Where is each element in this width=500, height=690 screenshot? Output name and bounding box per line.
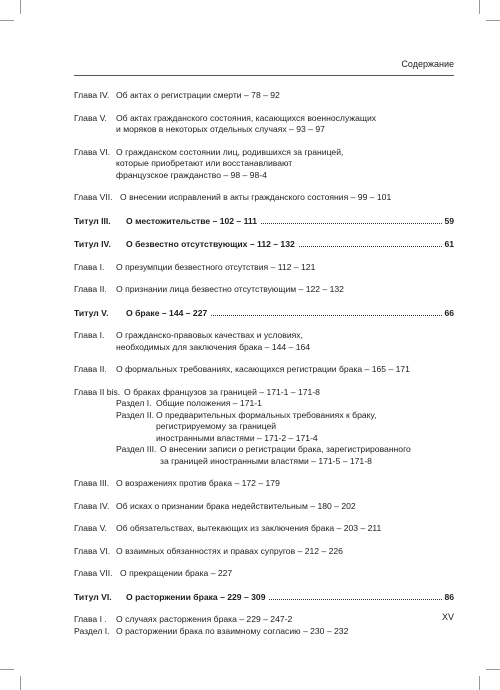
toc-page-number: 59 bbox=[444, 215, 454, 226]
toc-entry-text: Об актах гражданского состояния, касающихся военнослужащих bbox=[116, 112, 377, 123]
toc-title-text: О браке – 144 – 227 bbox=[126, 307, 208, 318]
toc-entry-chapter-6 bbox=[74, 147, 454, 182]
toc-entry-text: Об исках о признании брака недействительным – 180 – 202 bbox=[116, 500, 356, 511]
table-of-contents bbox=[74, 90, 454, 637]
toc-section-text: регистрируемому за границей bbox=[156, 421, 277, 431]
toc-section-text: за границей иностранными властями – 171-5 – 171-8 bbox=[160, 455, 372, 466]
toc-page-number: 66 bbox=[444, 307, 454, 318]
dot-leader bbox=[211, 307, 442, 316]
toc-entry-t5-chapter-2-bis bbox=[74, 387, 454, 399]
toc-title-text: О местожительстве – 102 – 111 bbox=[126, 215, 257, 226]
toc-section-text: Общие положения – 171-1 bbox=[156, 398, 262, 408]
toc-entry-label: Глава VI. bbox=[74, 545, 111, 556]
toc-title-5 bbox=[74, 307, 454, 320]
toc-entry-chapter-5 bbox=[74, 113, 454, 136]
toc-entry-t5-chapter-7 bbox=[74, 568, 454, 580]
crop-mark bbox=[20, 0, 21, 14]
toc-entry-label: Глава II bis. bbox=[74, 386, 121, 397]
page-number: XV bbox=[441, 612, 454, 622]
crop-mark bbox=[486, 669, 500, 670]
toc-entry-t5-chapter-1 bbox=[74, 330, 454, 353]
toc-title-text: О расторжении брака – 229 – 309 bbox=[126, 591, 266, 602]
toc-section-3 bbox=[116, 444, 454, 467]
header-rule bbox=[74, 75, 454, 76]
dot-leader bbox=[299, 238, 443, 247]
toc-entry-label: Глава II. bbox=[74, 364, 107, 374]
toc-entry-text: О взаимных обязанностях и правах супругов – 212 – 226 bbox=[116, 545, 343, 556]
toc-entry-text: Об актах о регистрации смерти – 78 – 92 bbox=[116, 90, 280, 100]
toc-entry-label: Глава V. bbox=[74, 523, 107, 533]
toc-entry-text: необходимых для заключения брака – 144 – 164 bbox=[116, 341, 311, 352]
toc-section-label: Раздел I. bbox=[74, 625, 110, 636]
crop-mark bbox=[479, 0, 480, 14]
crop-mark bbox=[479, 676, 480, 690]
toc-section-2 bbox=[116, 410, 454, 445]
toc-entry-text: Об обязательствах, вытекающих из заключения брака – 203 – 211 bbox=[116, 523, 382, 533]
toc-entry-t5-chapter-3 bbox=[74, 478, 454, 490]
toc-entry-label: Глава II. bbox=[74, 284, 107, 294]
toc-entry-label: Глава IV. bbox=[74, 500, 110, 511]
toc-entry-t5-chapter-6 bbox=[74, 546, 454, 558]
toc-entry-label: Глава VII. bbox=[74, 192, 113, 202]
toc-section-1 bbox=[116, 398, 454, 410]
toc-entry-text: О прекращении брака – 227 bbox=[120, 568, 233, 578]
toc-title-text: О безвестно отсутствующих – 112 – 132 bbox=[126, 239, 295, 249]
toc-title-label: Титул VI. bbox=[74, 591, 112, 602]
toc-section-text: О внесении записи о регистрации брака, зарегистрированного bbox=[160, 444, 411, 454]
dot-leader bbox=[261, 215, 442, 224]
toc-title-label: Титул III. bbox=[74, 215, 111, 226]
toc-entry-label: Глава I. bbox=[74, 330, 105, 340]
toc-section-text: иностранными властями – 171-2 – 171-4 bbox=[156, 432, 318, 443]
toc-section-label: Раздел I. bbox=[116, 398, 152, 408]
toc-entry-chapter-7 bbox=[74, 192, 454, 204]
toc-entry-t6-chapter-1 bbox=[74, 614, 454, 626]
toc-entry-label: Глава III. bbox=[74, 478, 110, 488]
toc-page-number: 61 bbox=[444, 239, 454, 249]
toc-title-4 bbox=[74, 238, 454, 251]
crop-mark bbox=[486, 20, 500, 21]
toc-entry-text: О гражданском состоянии лиц, родившихся за границей, bbox=[116, 146, 344, 157]
crop-mark bbox=[20, 676, 21, 690]
running-header: Содержание bbox=[401, 59, 454, 69]
toc-entry-text: О внесении исправлений в акты гражданского состояния – 99 – 101 bbox=[120, 192, 392, 202]
toc-entry-text: которые приобретают или восстанавливают bbox=[116, 158, 293, 168]
toc-sections bbox=[116, 398, 454, 467]
toc-section-text: О расторжении брака по взаимному согласию – 230 – 232 bbox=[116, 625, 349, 636]
toc-entry-text: О браках французов за границей – 171-1 – 171-8 bbox=[124, 386, 320, 397]
toc-entry-label: Глава VII. bbox=[74, 568, 113, 578]
toc-entry-label: Глава VI. bbox=[74, 146, 111, 157]
toc-entry-text: О презумпции безвестного отсутствия – 112 – 121 bbox=[116, 261, 316, 272]
toc-entry-label: Глава I . bbox=[74, 614, 107, 624]
toc-section-label: Раздел III. bbox=[116, 444, 157, 454]
toc-title-3 bbox=[74, 215, 454, 228]
crop-mark bbox=[0, 20, 14, 21]
toc-section-label: Раздел II. bbox=[116, 409, 154, 420]
toc-title-label: Титул V. bbox=[74, 307, 109, 318]
toc-section-text: О предварительных формальных требованиях к браку, bbox=[156, 409, 377, 420]
toc-entry-chapter-4 bbox=[74, 90, 454, 102]
toc-page-number: 86 bbox=[444, 591, 454, 602]
toc-entry-label: Глава V. bbox=[74, 112, 107, 123]
crop-mark bbox=[0, 669, 14, 670]
toc-title-6 bbox=[74, 591, 454, 604]
toc-entry-t4-chapter-2 bbox=[74, 284, 454, 296]
toc-entry-t4-chapter-1 bbox=[74, 262, 454, 274]
toc-entry-text: О случаях расторжения брака – 229 – 247-2 bbox=[116, 614, 293, 624]
dot-leader bbox=[269, 591, 442, 600]
toc-entry-text: О гражданско-правовых качествах и условиях, bbox=[116, 330, 303, 340]
toc-entry-text: французское гражданство – 98 – 98-4 bbox=[116, 169, 267, 180]
toc-entry-text: и моряков в некоторых отдельных случаях – 93 – 97 bbox=[116, 124, 325, 134]
toc-entry-t5-chapter-5 bbox=[74, 523, 454, 535]
toc-entry-t5-chapter-4 bbox=[74, 501, 454, 513]
toc-entry-text: О признании лица безвестно отсутствующим – 122 – 132 bbox=[116, 284, 344, 294]
toc-title-label: Титул IV. bbox=[74, 239, 111, 249]
toc-entry-text: О формальных требованиях, касающихся регистрации брака – 165 – 171 bbox=[116, 364, 410, 374]
toc-t6-section-1 bbox=[74, 626, 454, 638]
toc-entry-label: Глава IV. bbox=[74, 90, 110, 100]
toc-entry-text: О возражениях против брака – 172 – 179 bbox=[116, 478, 280, 488]
toc-entry-label: Глава I. bbox=[74, 261, 105, 272]
toc-entry-t5-chapter-2 bbox=[74, 364, 454, 376]
